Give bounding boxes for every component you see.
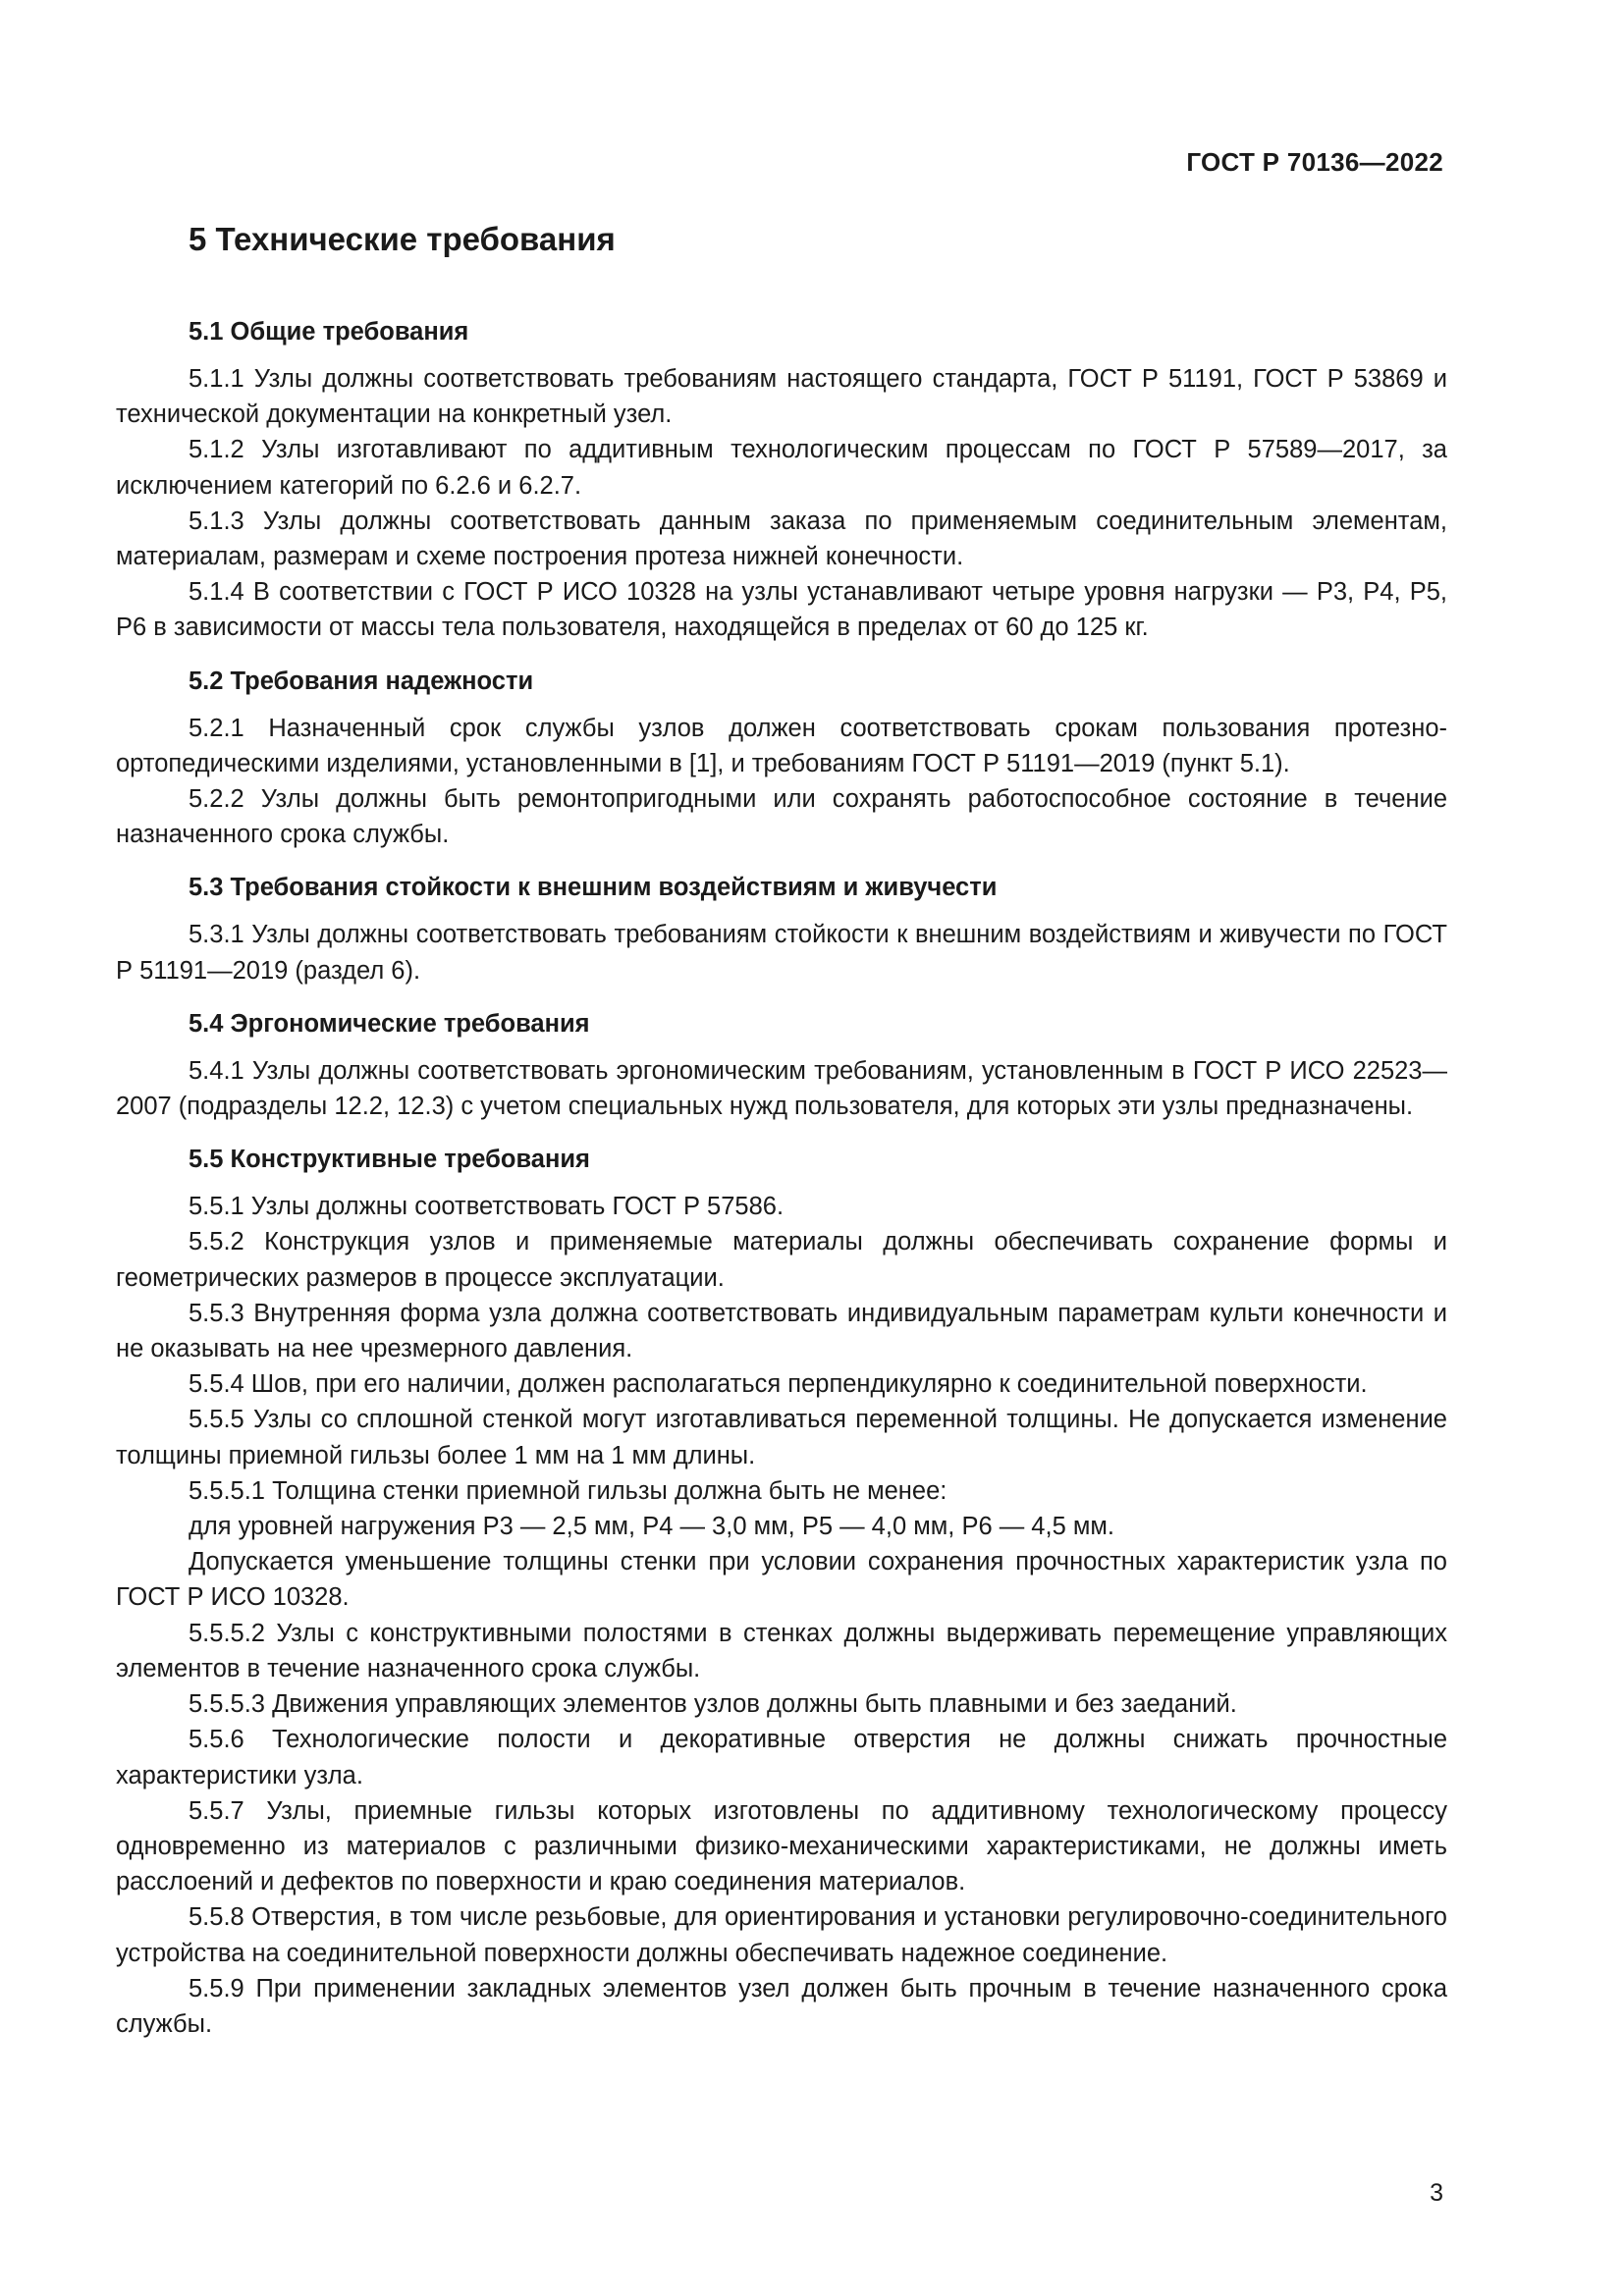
paragraph: 5.5.5.2 Узлы с конструктивными полостями в стенках должны выдерживать перемещение управляющих элементов в течение назначенного срока службы. bbox=[116, 1619, 1447, 1682]
section-title: 5 Технические требования bbox=[189, 221, 616, 257]
paragraph: 5.3.1 Узлы должны соответствовать требованиям стойкости к внешним воздействиям и живучести по ГОСТ Р 51191—2019 (раздел 6). bbox=[116, 921, 1447, 985]
paragraph: 5.4.1 Узлы должны соответствовать эргономическим требованиям, установленным в ГОСТ Р ИСО 22523—2007 (подразделы 12.2, 12.3) с учетом специальных нужд пользователя, для которых эти узлы предназначены. bbox=[116, 1056, 1447, 1121]
paragraph: для уровней нагружения Р3 — 2,5 мм, Р4 — 3,0 мм, Р5 — 4,0 мм, Р6 — 4,5 мм. bbox=[189, 1513, 1114, 1541]
paragraph: 5.5.5 Узлы со сплошной стенкой могут изготавливаться переменной толщины. Не допускается изменение толщины приемной гильзы более 1 мм на 1 мм длины. bbox=[116, 1406, 1447, 1469]
paragraph: 5.2.1 Назначенный срок службы узлов должен соответствовать срокам пользования протезно-ортопедическими изделиями, установленными в [1], и требованиям ГОСТ Р 51191—2019 (пункт 5.1). bbox=[116, 714, 1447, 777]
document-body bbox=[116, 220, 1447, 2042]
paragraph: 5.1.1 Узлы должны соответствовать требованиям настоящего стандарта, ГОСТ Р 51191, ГОСТ Р 53869 и технической документации на конкретный узел. bbox=[116, 365, 1447, 429]
paragraph: 5.5.9 При применении закладных элементов узел должен быть прочным в течение назначенного срока службы. bbox=[116, 1974, 1447, 2038]
paragraph: 5.5.3 Внутренняя форма узла должна соответствовать индивидуальным параметрам культи конечности и не оказывать на нее чрезмерного давления. bbox=[116, 1299, 1447, 1363]
paragraph: 5.1.2 Узлы изготавливают по аддитивным технологическим процессам по ГОСТ Р 57589—2017, за исключением категорий по 6.2.6 и 6.2.7. bbox=[116, 436, 1447, 500]
document-code: ГОСТ Р 70136—2022 bbox=[1186, 147, 1443, 177]
paragraph: 5.1.3 Узлы должны соответствовать данным заказа по применяемым соединительным элементам, материалам, размерам и схеме построения протеза нижней конечности. bbox=[116, 507, 1447, 571]
paragraph: 5.5.4 Шов, при его наличии, должен располагаться перпендикулярно к соединительной поверхности. bbox=[189, 1370, 1368, 1399]
paragraph: 5.5.5.1 Толщина стенки приемной гильзы должна быть не менее: bbox=[189, 1476, 947, 1505]
paragraph: 5.1.4 В соответствии с ГОСТ Р ИСО 10328 на узлы устанавливают четыре уровня нагрузки — Р3, Р4, Р5, Р6 в зависимости от массы тела пользователя, находящейся в пределах от 60 до 125 кг. bbox=[116, 578, 1447, 642]
paragraph: 5.2.2 Узлы должны быть ремонтопригодными или сохранять работоспособное состояние в течение назначенного срока службы. bbox=[116, 785, 1447, 849]
paragraph: 5.5.1 Узлы должны соответствовать ГОСТ Р 57586. bbox=[189, 1193, 785, 1221]
page-number: 3 bbox=[1430, 2179, 1443, 2207]
paragraph: Допускается уменьшение толщины стенки при условии сохранения прочностных характеристик узла по ГОСТ Р ИСО 10328. bbox=[116, 1548, 1447, 1612]
paragraph: 5.5.5.3 Движения управляющих элементов узлов должны быть плавными и без заеданий. bbox=[189, 1690, 1237, 1719]
subsection-heading: 5.4 Эргономические требования bbox=[189, 1009, 590, 1038]
subsection-heading: 5.1 Общие требования bbox=[189, 318, 469, 346]
paragraph: 5.5.7 Узлы, приемные гильзы которых изготовлены по аддитивному технологическому процессу одновременно из материалов с различными физико-механическими характеристиками, не должны иметь расслоений и дефектов по поверхности и краю соединения материалов. bbox=[116, 1796, 1447, 1896]
subsection-heading: 5.5 Конструктивные требования bbox=[189, 1146, 590, 1174]
paragraph: 5.5.2 Конструкция узлов и применяемые материалы должны обеспечивать сохранение формы и геометрических размеров в процессе эксплуатации. bbox=[116, 1228, 1447, 1292]
subsection-heading: 5.3 Требования стойкости к внешним воздействиям и живучести bbox=[189, 874, 998, 902]
paragraph: 5.5.8 Отверстия, в том числе резьбовые, для ориентирования и установки регулировочно-соединительного устройства на соединительной поверхности должны обеспечивать надежное соединение. bbox=[116, 1903, 1447, 1967]
paragraph: 5.5.6 Технологические полости и декоративные отверстия не должны снижать прочностные характеристики узла. bbox=[116, 1726, 1447, 1789]
subsection-heading: 5.2 Требования надежности bbox=[189, 667, 534, 695]
